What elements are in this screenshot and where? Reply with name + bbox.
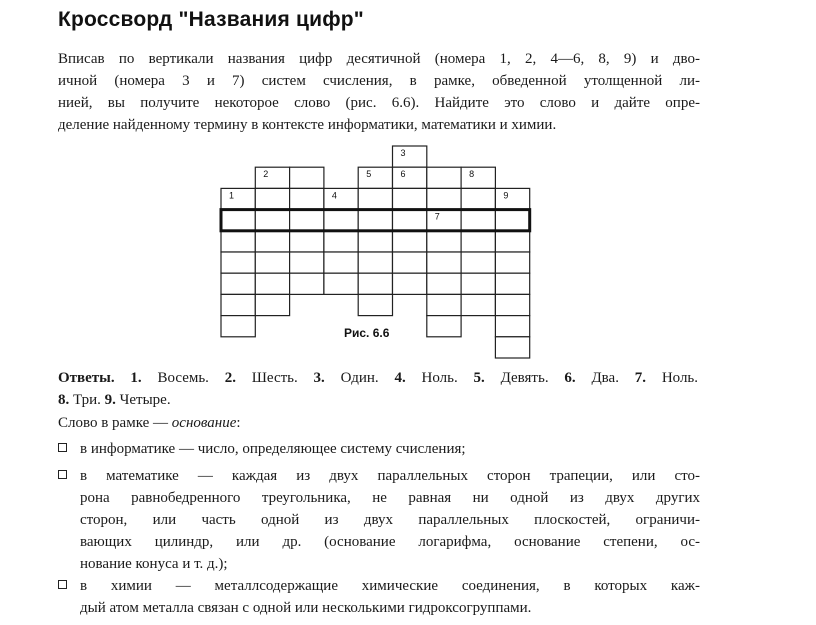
answer-text: Два.: [591, 370, 619, 386]
crossword-cell: [221, 294, 255, 315]
crossword-cell: [221, 273, 255, 294]
crossword-number: 5: [366, 169, 372, 180]
page-title: Кроссворд "Названия цифр": [58, 8, 364, 31]
answer-text: Девять.: [500, 370, 549, 386]
answer-text: Четыре.: [119, 392, 171, 408]
crossword-cell: [290, 167, 324, 188]
crossword-cell: [495, 273, 529, 294]
checkbox-bullet-icon: [58, 470, 67, 479]
crossword-cell: [495, 188, 529, 209]
crossword-cell: [324, 188, 358, 209]
crossword-cell: [461, 210, 495, 231]
definition-chemistry: [58, 575, 700, 619]
answer-text: Ноль.: [661, 370, 699, 386]
definition-line: в химии — металлсодержащие химические соединения, в которых каж-: [80, 578, 700, 594]
definition-line: в информатике — число, определяющее систему счисления;: [80, 441, 466, 457]
crossword-cell: [393, 231, 427, 252]
crossword-cell: [255, 294, 289, 315]
answer-num: 7.: [634, 370, 647, 386]
crossword-cell: [495, 316, 529, 337]
crossword-cell: [358, 273, 392, 294]
crossword-number: 7: [434, 211, 440, 222]
definition-line: дый атом металла связан с одной или несколькими гидроксогруппами.: [80, 600, 532, 616]
definition-line: вающих цилиндр, или др. (основание логарифма, основание степени, ос-: [80, 534, 700, 550]
answers-label: Ответы.: [58, 370, 115, 386]
crossword-number: 9: [503, 190, 509, 201]
crossword-cell: [358, 188, 392, 209]
definition-line: нование конуса и т. д.);: [80, 556, 228, 572]
answer-num: 6.: [564, 370, 576, 386]
rect-word-prefix: Слово в рамке —: [58, 415, 172, 431]
crossword-cell: [358, 210, 392, 231]
crossword-cell: [393, 210, 427, 231]
crossword-cell: [427, 210, 461, 231]
crossword-cell: [427, 167, 461, 188]
crossword-number: 1: [229, 190, 235, 201]
crossword-cell: [221, 316, 255, 337]
rect-word: основание: [171, 415, 237, 431]
crossword-cell: [290, 188, 324, 209]
answer-text: Шесть.: [251, 370, 298, 386]
crossword-cell: [495, 337, 529, 358]
rect-word-line: [58, 412, 241, 434]
answer-text: Ноль.: [421, 370, 458, 386]
crossword-cell: [324, 210, 358, 231]
crossword-cell: [255, 167, 289, 188]
crossword-cell: [358, 231, 392, 252]
crossword-cell: [427, 188, 461, 209]
answer-num: 8.: [58, 392, 70, 408]
crossword-cell: [393, 146, 427, 167]
crossword-cell: [324, 252, 358, 273]
answers-line: [58, 389, 698, 411]
answers-line: [58, 367, 698, 389]
crossword-cell: [290, 210, 324, 231]
crossword-cell: [290, 273, 324, 294]
crossword-cell: [255, 188, 289, 209]
answer-text: Восемь.: [157, 370, 209, 386]
answer-num: 4.: [394, 370, 406, 386]
crossword-cell: [393, 167, 427, 188]
crossword-cell: [221, 188, 255, 209]
crossword-cell: [221, 210, 255, 231]
definition-informatics: [58, 438, 700, 460]
crossword-cell: [290, 252, 324, 273]
crossword-cell: [461, 188, 495, 209]
crossword-cell: [255, 231, 289, 252]
crossword-cell: [255, 210, 289, 231]
crossword-cell: [324, 231, 358, 252]
crossword-cell: [427, 316, 461, 337]
crossword-cell: [495, 252, 529, 273]
crossword-number: 3: [400, 148, 406, 158]
answer-text: Три.: [73, 392, 101, 408]
intro-line: ичной (номера 3 и 7) систем счисления, в рамке, обведенной утолщенной ли-: [58, 73, 700, 89]
crossword-cell: [427, 252, 461, 273]
answer-num: 1.: [130, 370, 142, 386]
crossword-cell: [358, 252, 392, 273]
crossword-number: 2: [263, 169, 269, 180]
intro-line: нией, вы получите некоторое слово (рис. 6.6). Найдите это слово и дайте опре-: [58, 95, 700, 111]
crossword-cell: [324, 273, 358, 294]
crossword-cell: [358, 167, 392, 188]
crossword-cell: [427, 294, 461, 315]
intro-line: Вписав по вертикали названия цифр десятичной (номера 1, 2, 4—6, 8, 9) и дво-: [58, 51, 700, 67]
crossword-number: 8: [469, 169, 475, 180]
answer-text: Один.: [340, 370, 379, 386]
checkbox-bullet-icon: [58, 443, 67, 452]
crossword-cell: [461, 167, 495, 188]
answer-num: 3.: [313, 370, 325, 386]
crossword-cell: [495, 231, 529, 252]
definition-math: [58, 465, 700, 575]
figure-caption: Рис. 6.6: [344, 326, 390, 340]
intro-line: деление найденному термину в контексте информатики, математики и химии.: [58, 117, 557, 133]
crossword-cell: [393, 252, 427, 273]
crossword-cell: [427, 231, 461, 252]
answers-block: [58, 367, 698, 411]
crossword-cell: [255, 273, 289, 294]
crossword-cell: [461, 252, 495, 273]
crossword-cell: [358, 294, 392, 315]
crossword-cell: [427, 273, 461, 294]
crossword-cell: [495, 294, 529, 315]
definition-line: рона равнобедренного треугольника, не равная ни одной из двух других: [80, 490, 700, 506]
crossword-number: 6: [400, 169, 406, 180]
crossword-cell: [461, 273, 495, 294]
answer-num: 2.: [224, 370, 236, 386]
rect-word-suffix: :: [236, 415, 241, 431]
definition-line: в математике — каждая из двух параллельных сторон трапеции, или сто-: [80, 468, 700, 484]
crossword-cell: [461, 294, 495, 315]
crossword-cell: [221, 252, 255, 273]
crossword-cell: [221, 231, 255, 252]
crossword-cell: [290, 231, 324, 252]
answer-num: 5.: [473, 370, 485, 386]
crossword-cell: [255, 252, 289, 273]
crossword-cell: [461, 231, 495, 252]
crossword-cell: [393, 273, 427, 294]
definition-line: сторон, или часть одной из двух параллельных плоскостей, ограничи-: [80, 512, 700, 528]
crossword-cell: [495, 210, 529, 231]
answer-num: 9.: [104, 392, 116, 408]
crossword-number: 4: [331, 190, 337, 201]
checkbox-bullet-icon: [58, 580, 67, 589]
crossword-cell: [393, 188, 427, 209]
